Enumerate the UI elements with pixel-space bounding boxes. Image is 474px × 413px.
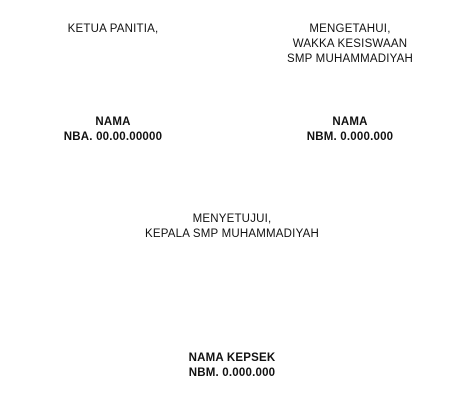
kepala-sekolah-signature xyxy=(147,351,317,381)
kepala-sekolah-name: NAMA KEPSEK xyxy=(188,352,276,364)
mengetahui-line2: WAKKA KESISWAAN xyxy=(292,38,408,50)
mengetahui-line3: SMP MUHAMMADIYAH xyxy=(286,53,414,65)
mengetahui-line1: MENGETAHUI, xyxy=(309,23,391,35)
mengetahui-name: NAMA xyxy=(332,116,368,128)
ketua-panitia-title: KETUA PANITIA, xyxy=(67,23,159,35)
ketua-panitia-id: NBA. 00.00.00000 xyxy=(63,131,163,143)
ketua-panitia-name: NAMA xyxy=(95,116,131,128)
ketua-panitia-signature xyxy=(40,115,186,145)
menyetujui-line2: KEPALA SMP MUHAMMADIYAH xyxy=(145,228,319,240)
mengetahui-signature xyxy=(270,115,430,145)
mengetahui-id: NBM. 0.000.000 xyxy=(306,131,394,143)
kepala-sekolah-id: NBM. 0.000.000 xyxy=(188,367,276,379)
ketua-panitia-heading xyxy=(40,22,186,37)
mengetahui-heading xyxy=(270,22,430,67)
menyetujui-heading xyxy=(117,212,347,242)
menyetujui-line1: MENYETUJUI, xyxy=(192,213,272,225)
